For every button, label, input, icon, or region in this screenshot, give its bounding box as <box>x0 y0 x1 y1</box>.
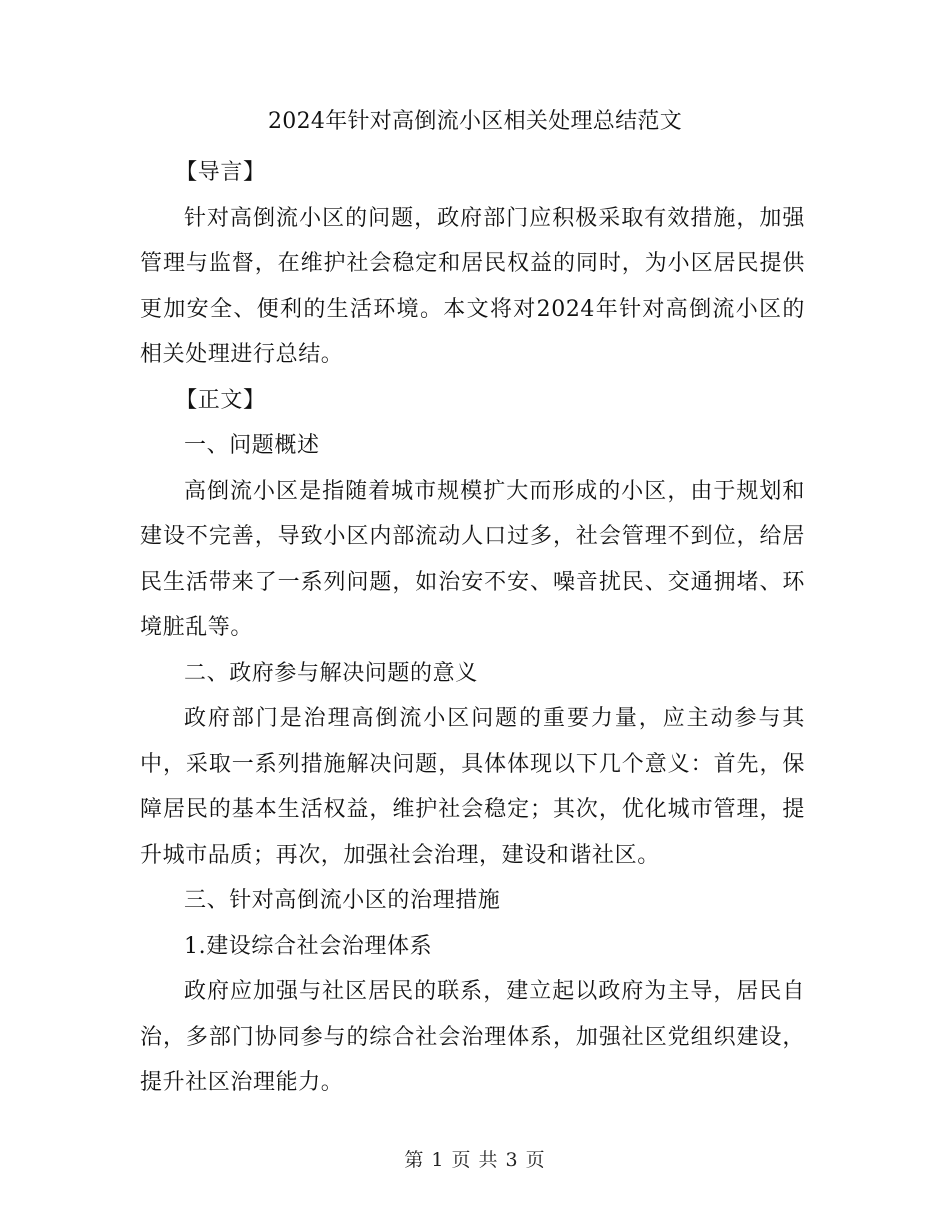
subsection-1-paragraph: 政府应加强与社区居民的联系，建立起以政府为主导，居民自治，多部门协同参与的综合社会治理体系，加强社区党组织建设，提升社区治理能力。 <box>140 979 805 1095</box>
section-3-heading: 三、针对高倒流小区的治理措施 <box>184 888 501 913</box>
section-2-heading: 二、政府参与解决问题的意义 <box>184 660 478 686</box>
section-2-paragraph: 政府部门是治理高倒流小区问题的重要力量，应主动参与其中，采取一系列措施解决问题，具体体现以下几个意义：首先，保障居民的基本生活权益，维护社会稳定；其次，优化城市管理，提升城市品质；再次，加强社会治理，建设和谐社区。 <box>140 706 805 868</box>
section-1-paragraph: 高倒流小区是指随着城市规模扩大而形成的小区，由于规划和建设不完善，导致小区内部流动人口过多，社会管理不到位，给居民生活带来了一系列问题，如治安不安、噪音扰民、交通拥堵、环境脏乱等。 <box>140 478 805 640</box>
subsection-1-heading: 1.建设综合社会治理体系 <box>184 933 433 959</box>
intro-heading: 【导言】 <box>175 160 266 185</box>
section-1-heading: 一、问题概述 <box>184 433 320 458</box>
document-title: 2024年针对高倒流小区相关处理总结范文 <box>268 109 682 134</box>
page-number-footer: 第 1 页 共 3 页 <box>404 1149 546 1171</box>
intro-paragraph: 针对高倒流小区的问题，政府部门应积极采取有效措施，加强管理与监督，在维护社会稳定和居民权益的同时，为小区居民提供更加安全、便利的生活环境。本文将对2024年针对高倒流小区的相关处理进行总结。 <box>140 205 805 367</box>
document-body <box>140 150 805 1106</box>
body-heading: 【正文】 <box>175 387 266 413</box>
